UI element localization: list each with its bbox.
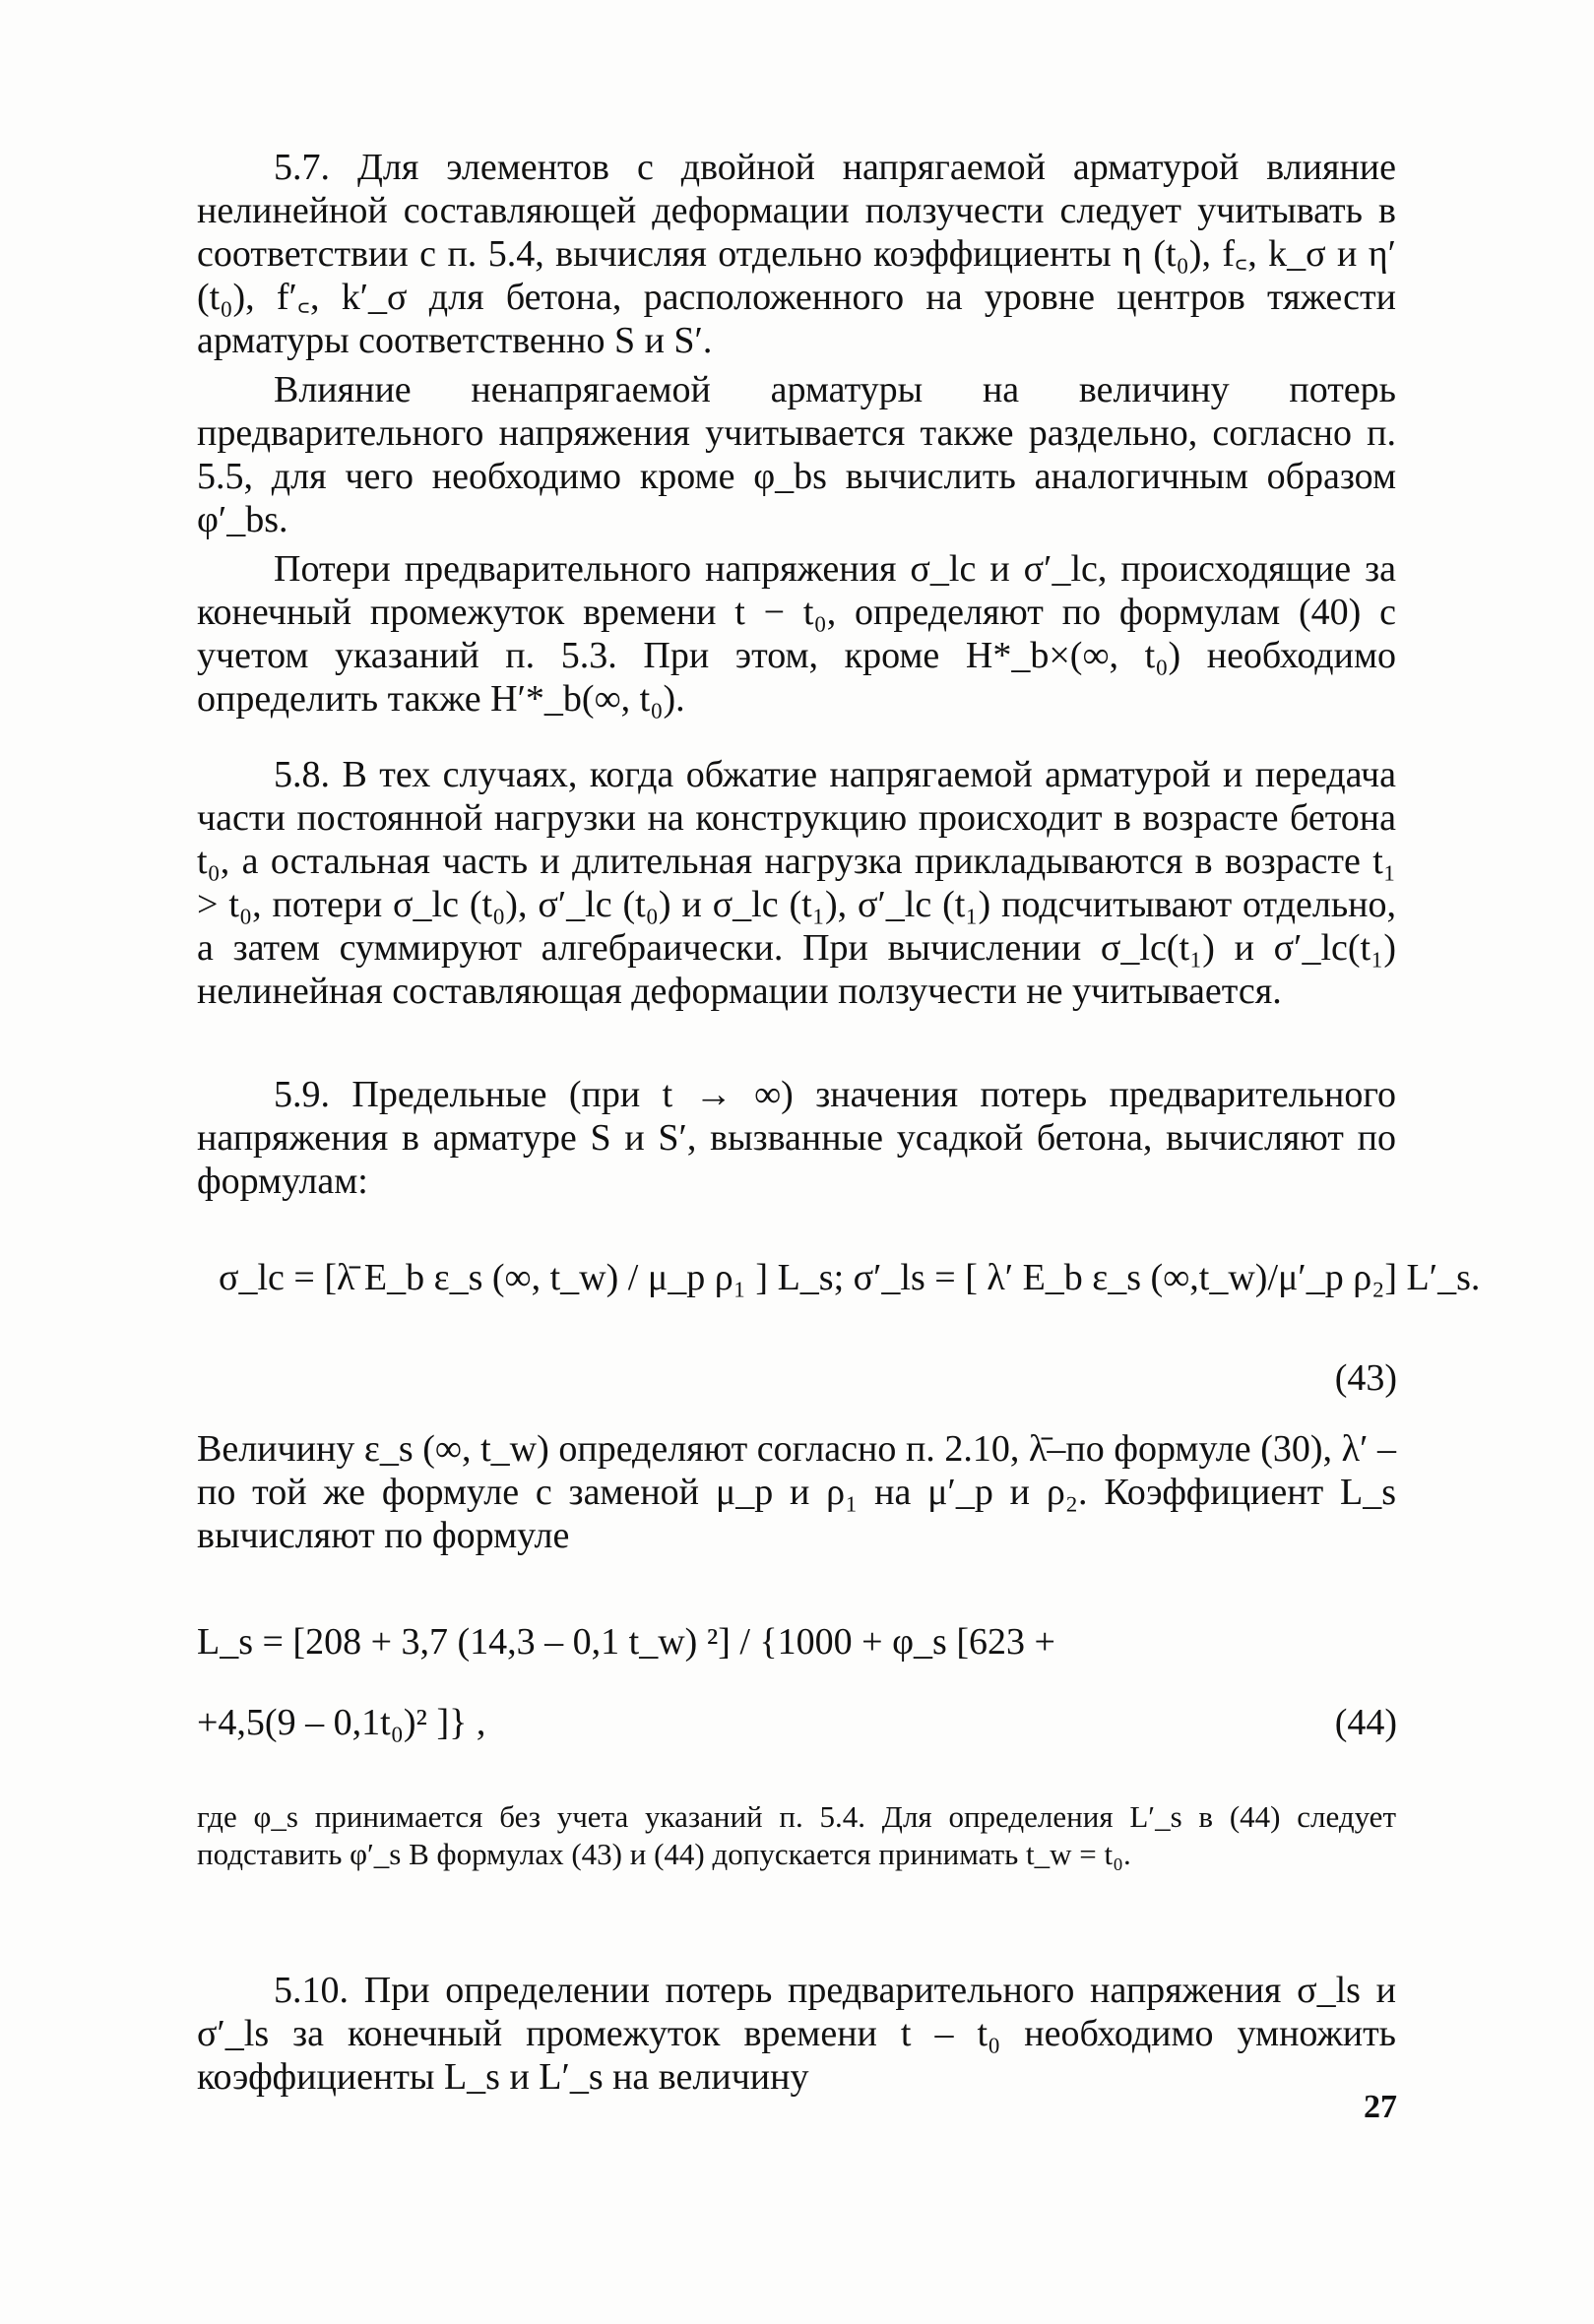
page-number: 27	[1364, 2089, 1397, 2125]
section-5-9	[197, 1073, 1396, 1203]
formula-43: σ_lc = [λ̄ E_b ε_s (∞, t_w) / μ_p ρ₁ ] L_s; σ′_ls = [ λ′ E_b ε_s (∞,t_w)/μ′_p ρ₂] L′_s.	[219, 1257, 1481, 1298]
paragraph-5-7-1: 5.7. Для элементов с двойной напрягаемой арматурой влияние нелинейной составляющей деформации ползучести следует учитывать в соответствии с п. 5.4, вычисляя отдельно коэффициенты η (t₀), f꜀, k_σ и η′(t₀), f′꜀, k′_σ для бетона, расположенного на уровне центров тяжести арматуры соответственно S и S′.	[197, 147, 1396, 361]
paragraph-5-9-2: Величину ε_s (∞, t_w) определяют согласно п. 2.10, λ̄–по формуле (30), λ′ – по той же формуле с заменой μ_p и ρ₁ на μ′_p и ρ₂. Коэффициент L_s вычисляют по формуле	[197, 1428, 1396, 1556]
paragraph-5-10-1: 5.10. При определении потерь предварительного напряжения σ_ls и σ′_ls за конечный промежуток времени t – t₀ необходимо умножить коэффициенты L_s и L′_s на величину	[197, 1970, 1396, 2098]
equation-number-44: (44)	[1334, 1702, 1397, 1743]
paragraph-5-8-1: 5.8. В тех случаях, когда обжатие напрягаемой арматурой и передача части постоянной нагрузки на конструкцию происходит в возрасте бетона t₀, а остальная часть и длительная нагрузка прикладываются в возрасте t₁ > t₀, потери σ_lc (t₀), σ′_lc (t₀) и σ_lc (t₁), σ′_lc (t₁) подсчитывают отдельно, а затем суммируют алгебраически. При вычислении σ_lc(t₁) и σ′_lc(t₁) нелинейная составляющая деформации ползучести не учитывается.	[197, 754, 1396, 1012]
paragraph-5-9-1: 5.9. Предельные (при t → ∞) значения потерь предварительного напряжения в арматуре S и S′, вызванные усадкой бетона, вычисляют по формулам:	[197, 1074, 1396, 1202]
section-5-7	[197, 146, 1396, 721]
formula-44-line-1: L_s = [208 + 3,7 (14,3 – 0,1 t_w) ²] / {1000 + φ_s [623 +	[197, 1621, 1055, 1663]
note-block	[197, 1798, 1396, 1873]
section-5-8	[197, 753, 1396, 1013]
section-5-9-continued	[197, 1427, 1396, 1557]
paragraph-5-7-2: Влияние ненапрягаемой арматуры на величину потерь предварительного напряжения учитывается также раздельно, согласно п. 5.5, для чего необходимо кроме φ_bs вычислить аналогичным образом φ′_bs.	[197, 369, 1396, 540]
equation-number-43: (43)	[1334, 1357, 1397, 1399]
section-5-10	[197, 1969, 1396, 2099]
formula-44-line-2: +4,5(9 – 0,1t₀)² ]} ,	[197, 1702, 486, 1743]
paragraph-5-7-3: Потери предварительного напряжения σ_lc и σ′_lc, происходящие за конечный промежуток времени t − t₀, определяют по формулам (40) с учетом указаний п. 5.3. При этом, кроме H*_b×(∞, t₀) необходимо определить также H′*_b(∞, t₀).	[197, 548, 1396, 720]
note-paragraph: где φ_s принимается без учета указаний п. 5.4. Для определения L′_s в (44) следует подставить φ′_s В формулах (43) и (44) допускается принимать t_w = t₀.	[197, 1799, 1396, 1871]
